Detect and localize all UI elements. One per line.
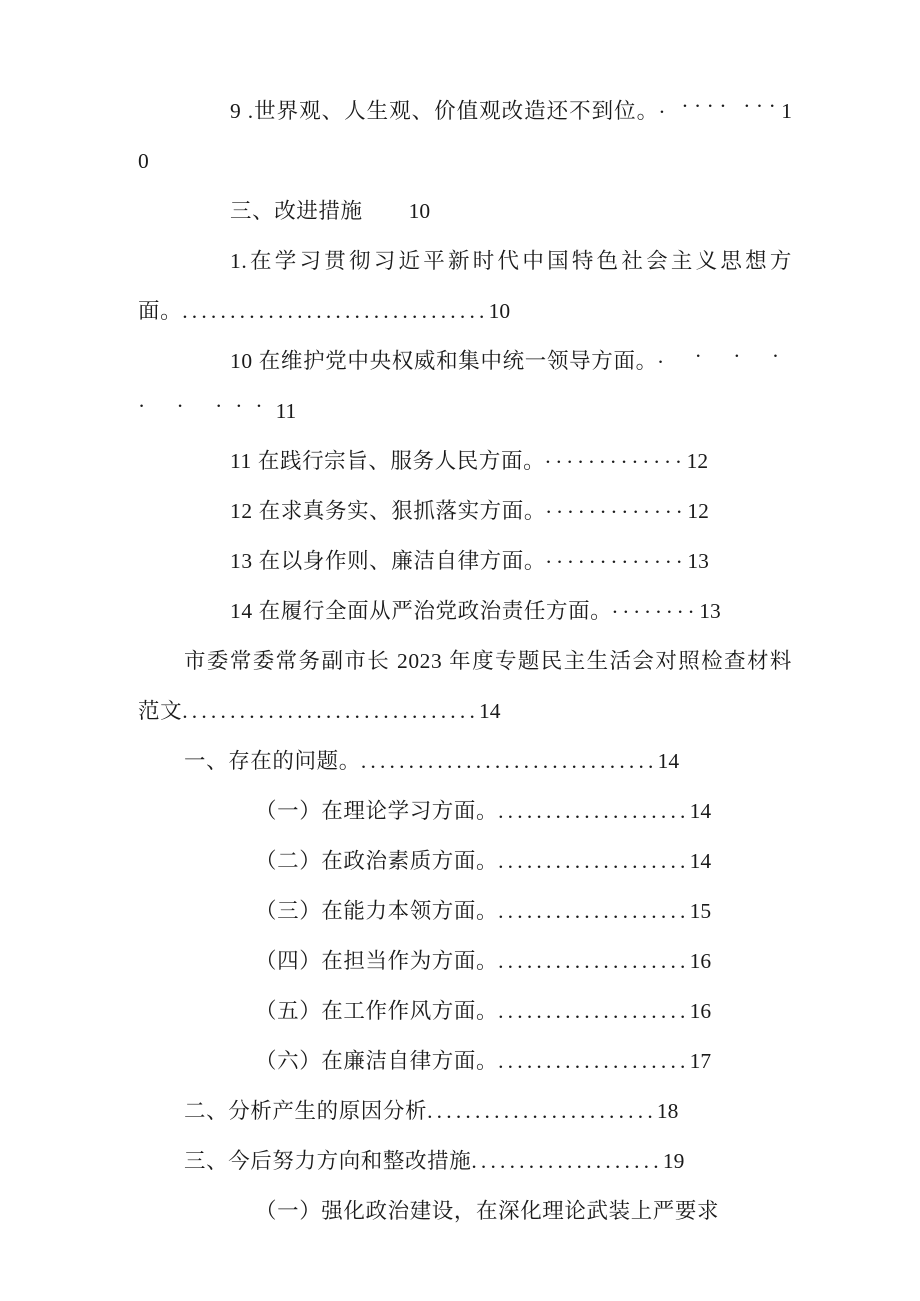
toc-page-number: 11 — [275, 399, 297, 423]
toc-entry[interactable] — [138, 1086, 792, 1136]
toc-entry[interactable] — [138, 986, 792, 1036]
toc-dot-leader: ............. — [545, 544, 688, 568]
toc-dot-leader: .................... — [498, 949, 690, 973]
toc-entry-label: （一）强化政治建设，在深化理论武装上严要求 — [255, 1199, 720, 1223]
toc-page-number: 13 — [699, 599, 721, 623]
toc-page-number: 15 — [689, 899, 712, 923]
table-of-contents — [138, 86, 792, 1236]
toc-dot-leader: .................... — [498, 799, 690, 823]
toc-page-number: 10 — [408, 199, 431, 223]
toc-dot-leader: .................... — [498, 999, 690, 1023]
toc-entry[interactable] — [138, 836, 792, 886]
toc-page-number: 12 — [686, 449, 709, 473]
toc-page-number: 14 — [689, 799, 712, 823]
toc-entry[interactable] — [138, 186, 792, 236]
toc-entry-label: 12 在求真务实、狠抓落实方面。 — [230, 499, 546, 523]
toc-page-number: 10 — [488, 299, 511, 323]
toc-entry-label: 二、分析产生的原因分析 — [184, 1099, 428, 1123]
toc-entry[interactable] — [138, 1186, 792, 1236]
toc-dot-leader: .................... — [471, 1149, 663, 1173]
toc-entry-label: 三、改进措施 — [230, 199, 363, 223]
toc-page-number: 18 — [656, 1099, 679, 1123]
toc-entry[interactable] — [138, 536, 792, 586]
toc-entry[interactable] — [138, 936, 792, 986]
toc-entry[interactable] — [138, 886, 792, 936]
toc-entry[interactable] — [138, 236, 792, 336]
toc-entry-label: 1.在学习贯彻习近平新时代中国特色社会主义思想方面。 — [138, 249, 792, 323]
toc-entry-label: （五）在工作作风方面。 — [255, 999, 499, 1023]
toc-page-number: 16 — [689, 999, 712, 1023]
toc-page-number: 17 — [689, 1049, 712, 1073]
toc-entry-label: 三、今后努力方向和整改措施 — [184, 1149, 472, 1173]
toc-entry-label: 10 在维护党中央权威和集中统一领导方面。 — [230, 349, 658, 373]
toc-dot-leader: . · · · · · ··· — [138, 344, 793, 418]
toc-page-number: 14 — [689, 849, 712, 873]
toc-entry[interactable] — [138, 436, 792, 486]
toc-dot-leader: ................................ — [182, 299, 489, 323]
toc-entry[interactable] — [138, 636, 792, 736]
toc-page-number: 14 — [657, 749, 680, 773]
toc-dot-leader: ............. — [545, 494, 688, 518]
toc-entry-label: 13 在以身作则、廉洁自律方面。 — [230, 549, 546, 573]
toc-page-number: 19 — [662, 1149, 685, 1173]
toc-entry-label: （三）在能力本领方面。 — [255, 899, 499, 923]
toc-entry-label: 市委常委常务副市长 2023 年度专题民主生活会对照检查材料范文 — [138, 649, 792, 723]
toc-entry[interactable] — [138, 1036, 792, 1086]
toc-dot-leader: .................... — [498, 1049, 690, 1073]
toc-entry-label: （二）在政治素质方面。 — [255, 849, 499, 873]
toc-page-number: 10 — [138, 99, 792, 173]
toc-entry[interactable] — [138, 86, 792, 186]
toc-entry-label: （六）在廉洁自律方面。 — [255, 1049, 499, 1073]
toc-entry[interactable] — [138, 786, 792, 836]
toc-entry[interactable] — [138, 486, 792, 536]
toc-entry-label: 9 .世界观、人生观、价值观改造还不到位。 — [230, 99, 660, 123]
toc-entry[interactable] — [138, 336, 792, 436]
toc-entry-label: （一）在理论学习方面。 — [255, 799, 499, 823]
toc-entry-label: （四）在担当作为方面。 — [255, 949, 499, 973]
toc-entry[interactable] — [138, 736, 792, 786]
toc-dot-leader: ............. — [545, 444, 687, 468]
toc-entry-label: 11 在践行宗旨、服务人民方面。 — [230, 449, 546, 473]
toc-page-number: 16 — [689, 949, 712, 973]
toc-page-number: 14 — [479, 699, 501, 723]
toc-dot-leader: .................... — [498, 849, 690, 873]
toc-entry[interactable] — [138, 586, 792, 636]
toc-entry[interactable] — [138, 1136, 792, 1186]
toc-page-number: 12 — [687, 499, 709, 523]
toc-dot-leader: ............................... — [182, 699, 480, 723]
toc-page-number: 13 — [687, 549, 709, 573]
toc-dot-leader: .................... — [498, 899, 690, 923]
toc-dot-leader: ........ — [612, 594, 700, 618]
toc-dot-leader: . ···· ··· — [659, 94, 782, 118]
toc-entry-label: 一、存在的问题。 — [184, 749, 361, 773]
toc-entry-label: 14 在履行全面从严治党政治责任方面。 — [230, 599, 613, 623]
toc-dot-leader: ............................... — [360, 749, 658, 773]
toc-dot-leader: ........................ — [427, 1099, 657, 1123]
